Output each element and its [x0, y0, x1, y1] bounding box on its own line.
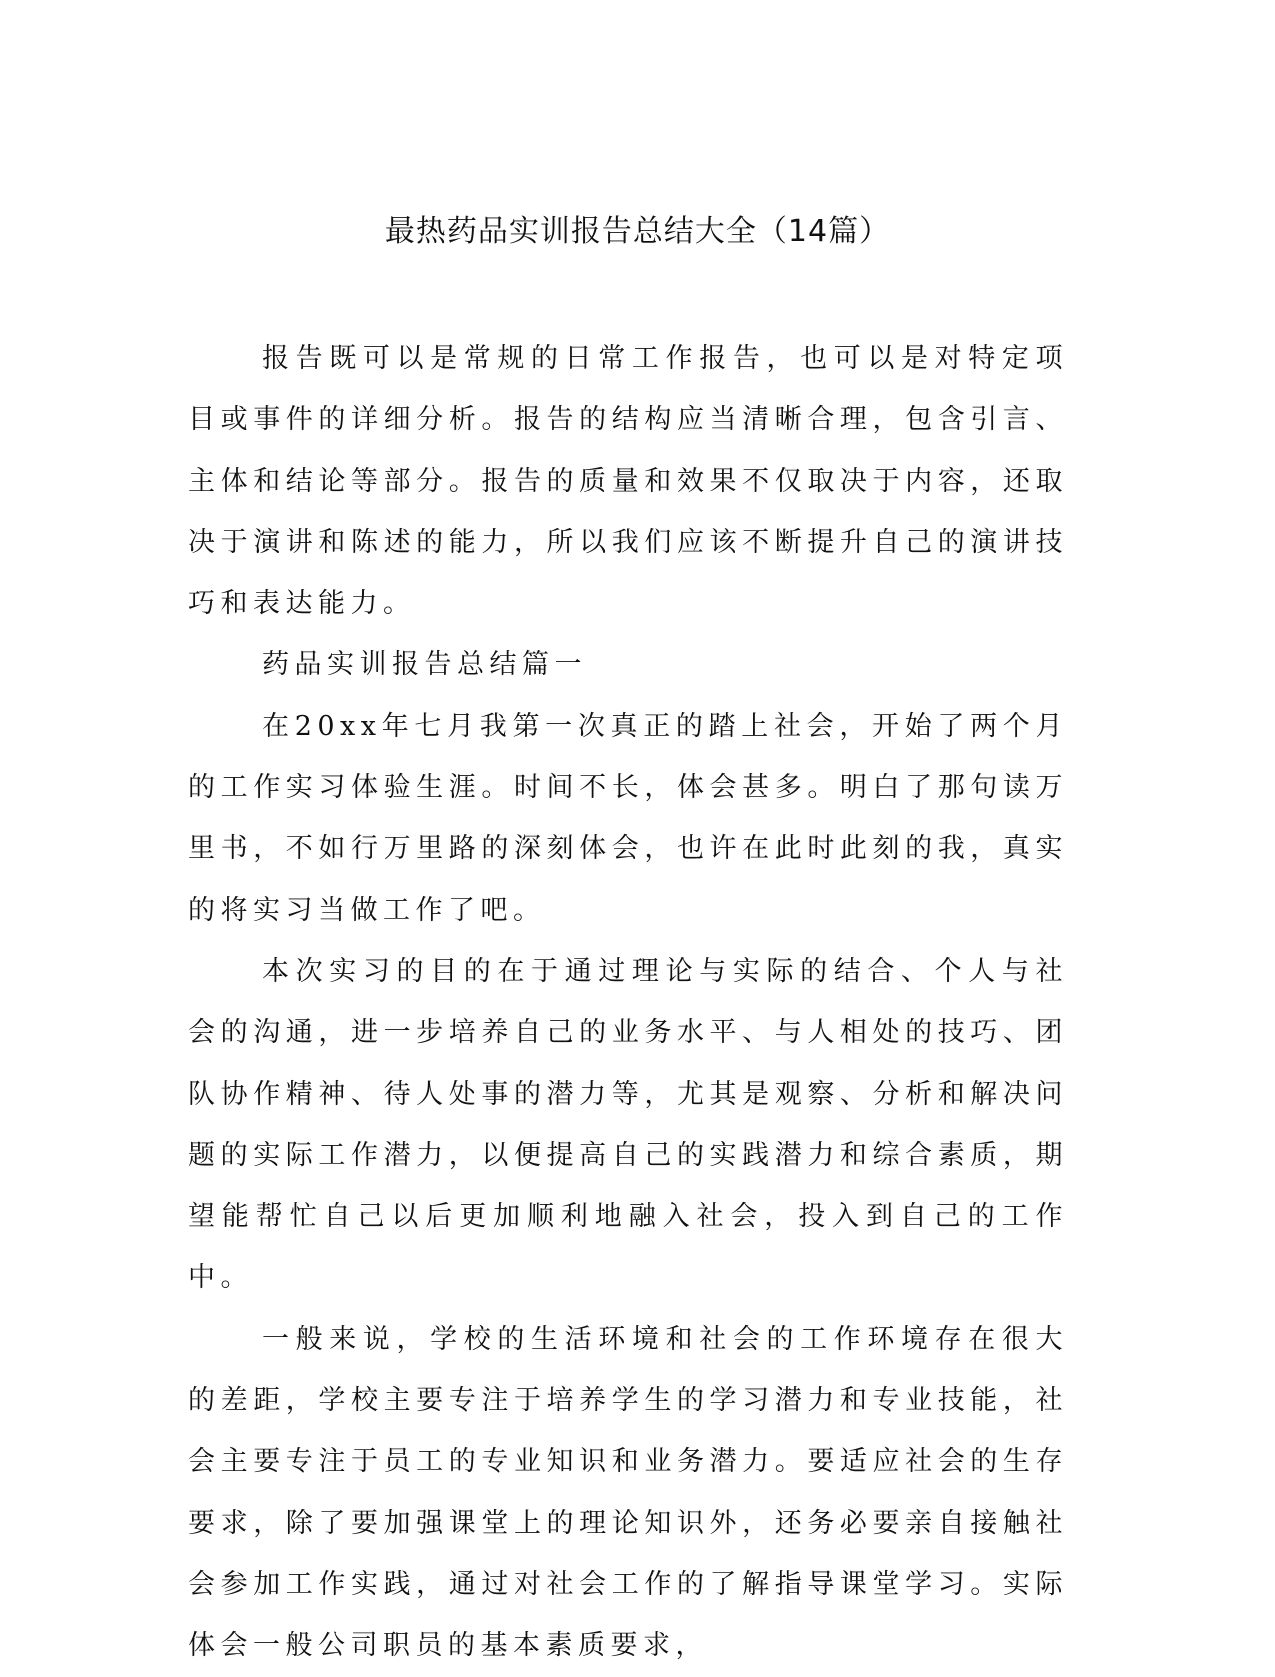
- document-title: 最热药品实训报告总结大全（14篇）: [384, 214, 891, 249]
- document-body: [188, 328, 1068, 1677]
- body-paragraph: 本次实习的目的在于通过理论与实际的结合、个人与社会的沟通，进一步培养自己的业务水平、与人相处的技巧、团队协作精神、待人处事的潜力等，尤其是观察、分析和解决问题的实际工作潜力，以便提高自己的实践潜力和综合素质，期望能帮忙自己以后更加顺利地融入社会，投入到自己的工作中。: [188, 955, 1068, 1294]
- section-heading: 药品实训报告总结篇一: [262, 649, 587, 681]
- body-paragraph: 在20xx年七月我第一次真正的踏上社会，开始了两个月的工作实习体验生涯。时间不长，体会甚多。明白了那句读万里书，不如行万里路的深刻体会，也许在此时此刻的我，真实的将实习当做工作了吧。: [188, 710, 1068, 926]
- intro-paragraph: 报告既可以是常规的日常工作报告，也可以是对特定项目或事件的详细分析。报告的结构应当清晰合理，包含引言、主体和结论等部分。报告的质量和效果不仅取决于内容，还取决于演讲和陈述的能力，所以我们应该不断提升自己的演讲技巧和表达能力。: [188, 343, 1068, 620]
- body-paragraph: 一般来说，学校的生活环境和社会的工作环境存在很大的差距，学校主要专注于培养学生的学习潜力和专业技能，社会主要专注于员工的专业知识和业务潜力。要适应社会的生存要求，除了要加强课堂上的理论知识外，还务必要亲自接触社会参加工作实践，通过对社会工作的了解指导课堂学习。实际体会一般公司职员的基本素质要求，: [188, 1323, 1068, 1662]
